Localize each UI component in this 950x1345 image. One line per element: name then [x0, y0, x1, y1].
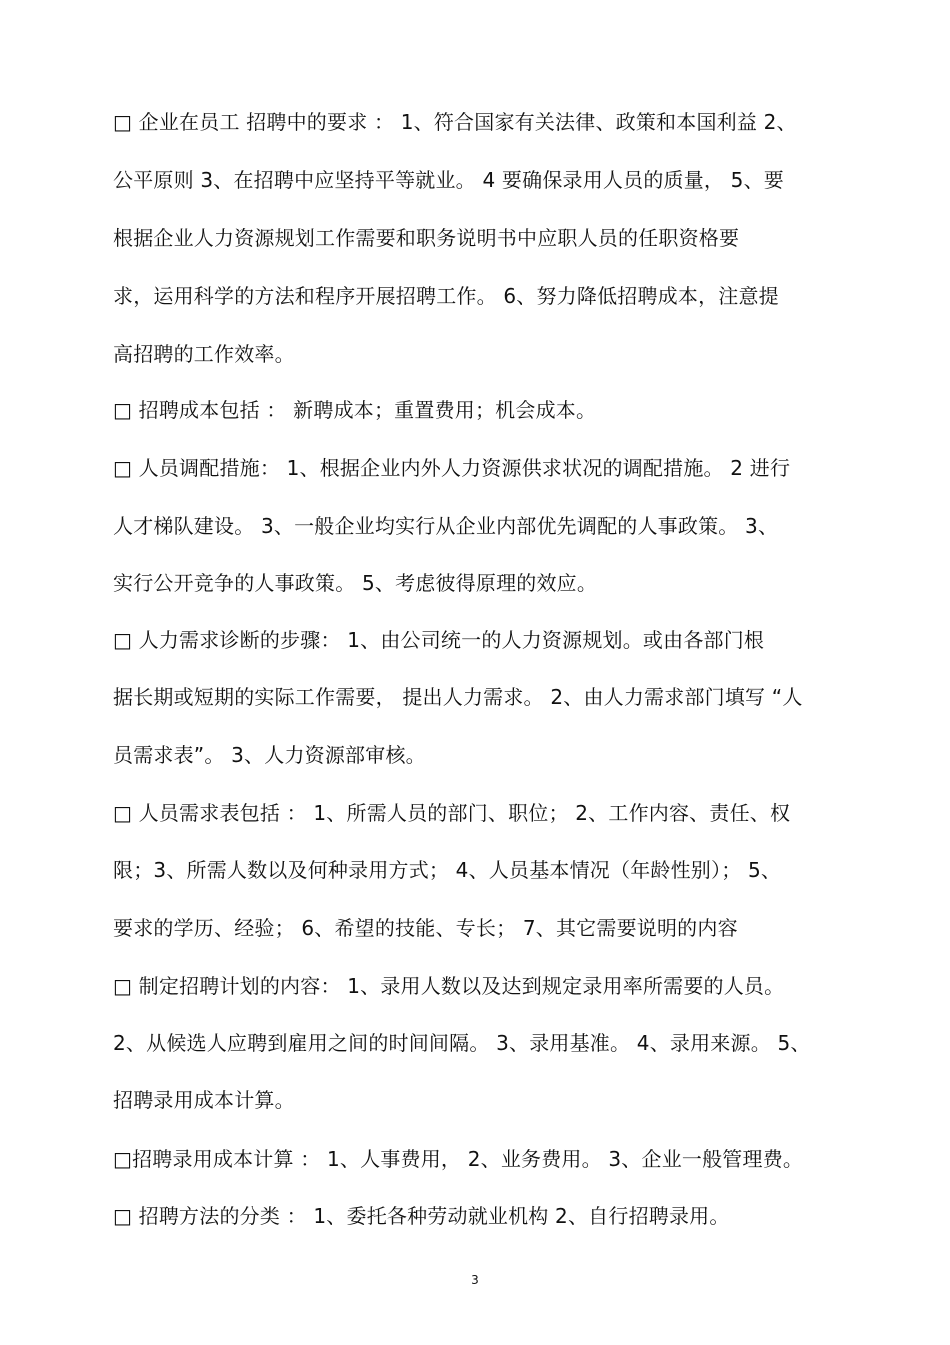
text-line: 招聘录用成本计算。: [113, 1088, 295, 1112]
text-line: 限；3、所需人数以及何种录用方式； 4、人员基本情况（年龄性别）； 5、: [113, 858, 782, 882]
text-line: □ 企业在员工 招聘中的要求 ： 1、符合国家有关法律、政策和本国利益 2、: [113, 110, 797, 134]
page-number: 3: [471, 1273, 479, 1287]
text-line: □ 招聘成本包括 ： 新聘成本；重置费用；机会成本。: [113, 398, 597, 422]
text-line: □ 人员调配措施： 1、根据企业内外人力资源供求状况的调配措施。 2 进行: [113, 456, 791, 480]
text-line: 2、从候选人应聘到雇用之间的时间间隔。 3、录用基准。 4、录用来源。 5、: [113, 1031, 811, 1055]
text-line: 高招聘的工作效率。: [113, 342, 295, 366]
text-line: □ 招聘方法的分类 ： 1、委托各种劳动就业机构 2、自行招聘录用。: [113, 1204, 730, 1228]
text-line: 员需求表”。 3、人力资源部审核。: [113, 743, 426, 767]
text-line: □招聘录用成本计算 ： 1、人事费用， 2、业务费用。 3、企业一般管理费。: [113, 1147, 804, 1171]
text-line: □ 人力需求诊断的步骤： 1、由公司统一的人力资源规划。或由各部门根: [113, 628, 765, 652]
text-line: □ 人员需求表包括 ： 1、所需人员的部门、职位； 2、工作内容、责任、权: [113, 801, 791, 825]
text-line: □ 制定招聘计划的内容： 1、录用人数以及达到规定录用率所需要的人员。: [113, 974, 785, 998]
text-line: 公平原则 3、在招聘中应坚持平等就业。 4 要确保录用人员的质量， 5、要: [113, 168, 785, 192]
text-line: 人才梯队建设。 3、一般企业均实行从企业内部优先调配的人事政策。 3、: [113, 514, 779, 538]
text-line: 根据企业人力资源规划工作需要和职务说明书中应职人员的任职资格要: [113, 226, 740, 250]
text-line: 求，运用科学的方法和程序开展招聘工作。 6、努力降低招聘成本，注意提: [113, 284, 779, 308]
text-line: 据长期或短期的实际工作需要， 提出人力需求。 2、由人力需求部门填写 “人: [113, 685, 803, 709]
text-line: 实行公开竞争的人事政策。 5、考虑彼得原理的效应。: [113, 571, 598, 595]
text-line: 要求的学历、经验； 6、希望的技能、专长； 7、其它需要说明的内容: [113, 916, 738, 940]
